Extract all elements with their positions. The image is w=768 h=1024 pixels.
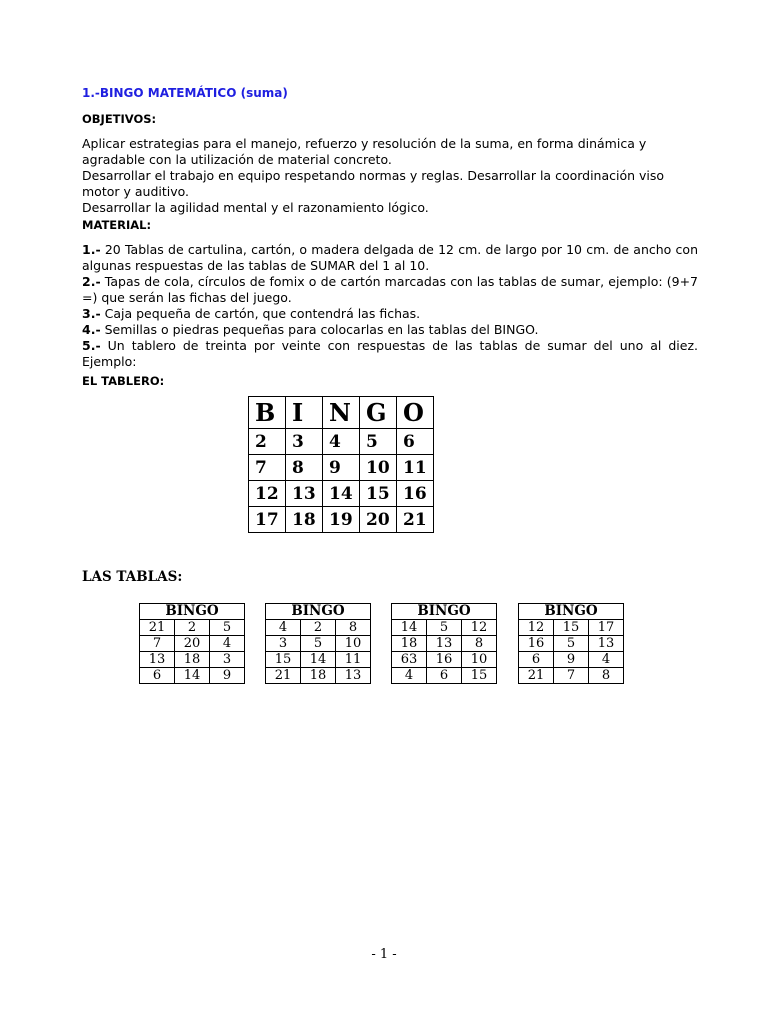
bingo-board bbox=[248, 396, 434, 533]
board-cell: 4 bbox=[323, 429, 360, 455]
card-cell: 8 bbox=[589, 668, 624, 684]
card-cell: 13 bbox=[427, 636, 462, 652]
material-heading: MATERIAL: bbox=[82, 218, 152, 232]
material-item bbox=[82, 242, 698, 274]
card-cell: 15 bbox=[462, 668, 497, 684]
card-cell: 5 bbox=[427, 620, 462, 636]
card-cell: 9 bbox=[554, 652, 589, 668]
objetivo-text: Aplicar estrategias para el manejo, refuerzo y resolución de la suma, en forma dinámica y agradable con la utilización de material concreto. bbox=[82, 136, 647, 167]
board-cell: 15 bbox=[360, 481, 397, 507]
board-cell: 16 bbox=[397, 481, 434, 507]
tablero-heading: EL TABLERO: bbox=[82, 374, 165, 388]
card-cell: 21 bbox=[519, 668, 554, 684]
card-title: BINGO bbox=[266, 604, 371, 620]
card-title: BINGO bbox=[392, 604, 497, 620]
card-cell: 3 bbox=[210, 652, 245, 668]
card-cell: 2 bbox=[301, 620, 336, 636]
material-item bbox=[82, 274, 698, 306]
board-cell: 11 bbox=[397, 455, 434, 481]
material-text: Semillas o piedras pequeñas para colocarlas en las tablas del BINGO. bbox=[100, 322, 539, 337]
material-item bbox=[82, 322, 698, 338]
board-header-cell: O bbox=[397, 397, 434, 429]
board-cell: 2 bbox=[249, 429, 286, 455]
tablas-heading: LAS TABLAS: bbox=[82, 569, 183, 585]
card-cell: 21 bbox=[140, 620, 175, 636]
card-cell: 18 bbox=[301, 668, 336, 684]
board-row bbox=[249, 507, 434, 533]
card-cell: 11 bbox=[336, 652, 371, 668]
board-header-cell: G bbox=[360, 397, 397, 429]
material-item bbox=[82, 306, 698, 322]
card-cell: 13 bbox=[140, 652, 175, 668]
card-cell: 8 bbox=[462, 636, 497, 652]
card-cell: 10 bbox=[336, 636, 371, 652]
card-cell: 2 bbox=[175, 620, 210, 636]
card-cell: 7 bbox=[140, 636, 175, 652]
board-cell: 9 bbox=[323, 455, 360, 481]
board-header-cell: B bbox=[249, 397, 286, 429]
material-num: 2.- bbox=[82, 274, 101, 289]
card-cell: 5 bbox=[301, 636, 336, 652]
board-cell: 8 bbox=[286, 455, 323, 481]
card-cell: 4 bbox=[266, 620, 301, 636]
card-cell: 14 bbox=[301, 652, 336, 668]
material-list bbox=[82, 242, 698, 370]
board-cell: 12 bbox=[249, 481, 286, 507]
board-row bbox=[249, 481, 434, 507]
objetivo-text: Desarrollar el trabajo en equipo respetando normas y reglas. Desarrollar la coordinación viso motor y auditivo. bbox=[82, 168, 665, 199]
card-cell: 10 bbox=[462, 652, 497, 668]
board-header-cell: I bbox=[286, 397, 323, 429]
card-cell: 13 bbox=[336, 668, 371, 684]
card-cell: 4 bbox=[210, 636, 245, 652]
material-text: 20 Tablas de cartulina, cartón, o madera delgada de 12 cm. de largo por 10 cm. de ancho con algunas respuestas de las tablas de SUMAR del 1 al 10. bbox=[82, 242, 698, 273]
card-cell: 12 bbox=[462, 620, 497, 636]
card-cell: 18 bbox=[392, 636, 427, 652]
board-header-cell: N bbox=[323, 397, 360, 429]
document-title: 1.-BINGO MATEMÁTICO (suma) bbox=[82, 86, 288, 100]
bingo-card bbox=[265, 603, 371, 684]
card-cell: 8 bbox=[336, 620, 371, 636]
objetivos-list bbox=[82, 136, 698, 216]
card-cell: 16 bbox=[519, 636, 554, 652]
card-cell: 15 bbox=[554, 620, 589, 636]
material-item bbox=[82, 338, 698, 370]
card-cell: 14 bbox=[175, 668, 210, 684]
card-cell: 7 bbox=[554, 668, 589, 684]
board-row bbox=[249, 429, 434, 455]
card-cell: 15 bbox=[266, 652, 301, 668]
card-cell: 20 bbox=[175, 636, 210, 652]
card-cell: 17 bbox=[589, 620, 624, 636]
card-cell: 12 bbox=[519, 620, 554, 636]
card-cell: 9 bbox=[210, 668, 245, 684]
bingo-card bbox=[391, 603, 497, 684]
board-cell: 20 bbox=[360, 507, 397, 533]
board-cell: 3 bbox=[286, 429, 323, 455]
material-num: 4.- bbox=[82, 322, 101, 337]
card-title: BINGO bbox=[519, 604, 624, 620]
card-cell: 4 bbox=[392, 668, 427, 684]
objetivo-text: Desarrollar la agilidad mental y el razonamiento lógico. bbox=[82, 200, 429, 215]
material-text: Tapas de cola, círculos de fomix o de cartón marcadas con las tablas de sumar, ejemplo: (9+7 =) que serán las fichas del juego. bbox=[82, 274, 698, 305]
material-num: 5.- bbox=[82, 338, 101, 353]
card-cell: 3 bbox=[266, 636, 301, 652]
material-num: 3.- bbox=[82, 306, 101, 321]
material-num: 1.- bbox=[82, 242, 101, 257]
board-cell: 5 bbox=[360, 429, 397, 455]
card-cell: 4 bbox=[589, 652, 624, 668]
material-text: Un tablero de treinta por veinte con respuestas de las tablas de sumar del uno al diez. Ejemplo: bbox=[82, 338, 698, 369]
board-cell: 18 bbox=[286, 507, 323, 533]
board-cell: 14 bbox=[323, 481, 360, 507]
bingo-card bbox=[139, 603, 245, 684]
board-cell: 13 bbox=[286, 481, 323, 507]
board-cell: 17 bbox=[249, 507, 286, 533]
board-cell: 10 bbox=[360, 455, 397, 481]
objetivos-heading: OBJETIVOS: bbox=[82, 112, 157, 126]
material-text: Caja pequeña de cartón, que contendrá las fichas. bbox=[100, 306, 421, 321]
card-cell: 6 bbox=[427, 668, 462, 684]
board-cell: 19 bbox=[323, 507, 360, 533]
card-cell: 6 bbox=[519, 652, 554, 668]
board-header-row bbox=[249, 397, 434, 429]
card-cell: 14 bbox=[392, 620, 427, 636]
card-cell: 63 bbox=[392, 652, 427, 668]
card-cell: 5 bbox=[554, 636, 589, 652]
page-number: - 1 - bbox=[371, 947, 397, 962]
board-row bbox=[249, 455, 434, 481]
card-title: BINGO bbox=[140, 604, 245, 620]
board-cell: 21 bbox=[397, 507, 434, 533]
card-cell: 16 bbox=[427, 652, 462, 668]
board-cell: 6 bbox=[397, 429, 434, 455]
bingo-card bbox=[518, 603, 624, 684]
card-cell: 5 bbox=[210, 620, 245, 636]
card-cell: 18 bbox=[175, 652, 210, 668]
board-cell: 7 bbox=[249, 455, 286, 481]
card-cell: 13 bbox=[589, 636, 624, 652]
card-cell: 21 bbox=[266, 668, 301, 684]
card-cell: 6 bbox=[140, 668, 175, 684]
